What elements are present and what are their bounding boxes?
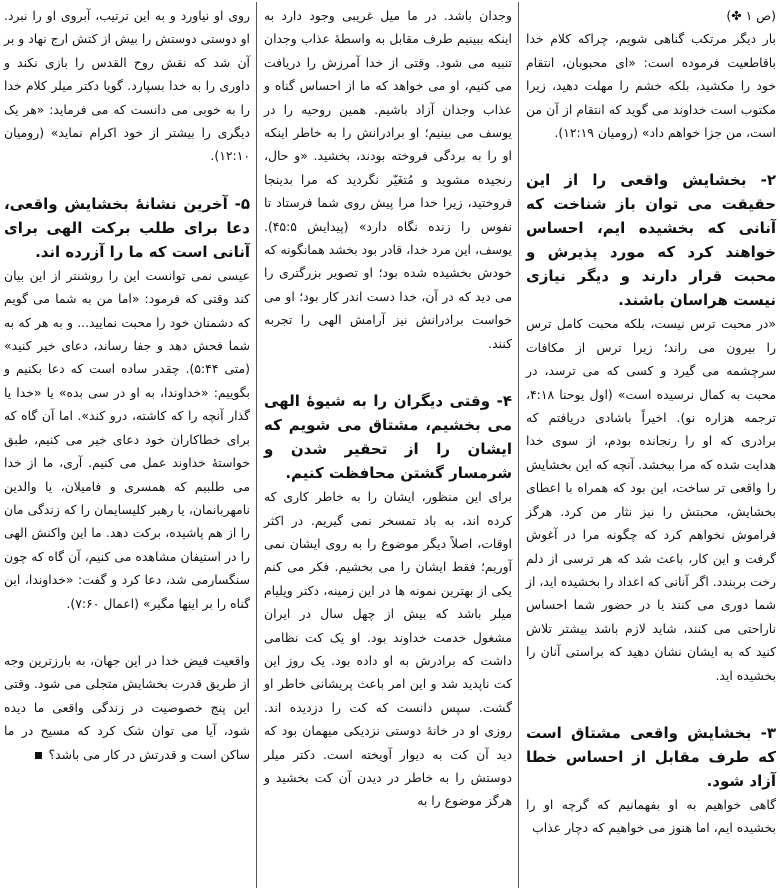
paragraph: روی او نیاورد و به این ترتیب، آبروی او را نبرد. او دوستی دوستش را بیش از کتش ارج نهاد و بر آن شد که نقش روح القدس را بازی نکند و داوری را به خدا بسپارد. گویا دکتر میلر کلام خدا را به خوبی می دانست که می فرماید: «هر یک دیگری را بیشتر از خود اکرام نماید» (رومیان ۱۲:۱۰). xyxy=(4,8,250,164)
closing-text: واقعیت فیض خدا در این جهان، به بارزترین وجه از طریق قدرت بخشایش متجلی می شود. وقتی این پنج خصوصیت در زندگی واقعی ما دیده شود، آیا می توان شک کرد که مسیح در ما ساکن است و قدرتش در کار می باشد؟ xyxy=(4,652,250,762)
right-column xyxy=(522,0,780,890)
paragraph: وجدان باشد. در ما میل غریبی وجود دارد به اینکه ببینیم طرف مقابل به واسطهٔ عذاب وجدان تنبیه می شود. وقتی از خدا آمرزش را دریافت می کنیم، او می خواهد که ما از احساس گناه و عذاب وجدان آزاد باشیم. همین روحیه را در یوسف می بینیم؛ او برادرانش را به خاطر اینکه او را به بردگی فروخته بودند، بخشید. «و حال، رنجیده مشوید و مُتغَیّر نگردید که مرا بدینجا فروختید، زیرا خدا مرا پیش روی شما فرستاد تا نفوس را زنده نگاه دارد» (پیدایش ۴۵:۵). یوسف، این مرد خدا، قادر بود بخشد همانگونه که خودش بخشیده شده بود؛ او تصویر بزرگتری را می دید که در آن، خدا دست اندر کار بود؛ او می خواست برادرانش نیز آرامش الهی را تجربه کنند. xyxy=(264,8,512,351)
section-heading-2: ۲- بخشایش واقعی را از این حقیقت می توان باز شناخت که آنانی که بخشیده ایم، احساس خواهند کرد که مورد پذیرش و محبت قرار دارند و دیگر نیازی نیست هراسان باشند. xyxy=(526,171,776,310)
continued-marker xyxy=(526,4,776,27)
left-column xyxy=(0,0,254,890)
paragraph: برای این منظور، ایشان را به خاطر کاری که کرده اند، به باد تمسخر نمی گیریم. در اکثر اوقات، اصلاً دیگر موضوع را به روی ایشان نمی آوریم؛ فقط ایشان را می بخشیم. فکر می کنم یکی از بهترین نمونه ها در این زمینه، دکتر ویلیام میلر باشد که بیش از چهل سال در ایران مشغول خدمت خداوند بود. او یک کت نظامی داشت که برادرش به او داده بود. یک روز این کت ناپدید شد و این امر باعث پریشانی خاطر او گشت. سپس دانست که کت را دزدیده اند. روزی او در خانهٔ دوستی نزدیکی میهمان بود که دید آن کت به دیوار آویخته است. دکتر میلر دوستش را به خاطر در دیدن آن کت بخشید و هرگز موضوع را به xyxy=(264,489,512,809)
page-marker: (ص ۱ ✤) xyxy=(726,8,776,23)
section-heading-3: ۳- بخشایش واقعی مشتاق است که طرف مقابل از احساس خطا آزاد شود. xyxy=(526,723,776,790)
closing-paragraph xyxy=(4,649,250,766)
end-of-article-square-icon xyxy=(35,752,42,759)
column-divider xyxy=(518,2,519,888)
paragraph: گاهی خواهیم به او بفهمانیم که گرچه او را بخشیده ایم، اما هنوز می خواهیم که دچار عذاب xyxy=(526,796,776,836)
middle-column xyxy=(260,0,516,890)
paragraph: بار دیگر مرتکب گناهی شویم، چراکه کلام خدا باقاطعیت فرموده است: «ای محبوبان، انتقام خود را مکشید، بلکه خشم را مهلت دهید، زیرا مکتوب است خداوند می گوید که انتقام از آن من است، من جزا خواهم داد» (رومیان ۱۲:۱۹). xyxy=(526,31,776,141)
section-heading-5: ۵- آخرین نشانهٔ بخشایش واقعی، دعا برای طلب برکت الهی برای آنانی است که ما را آزرده اند. xyxy=(4,194,250,261)
paragraph: عیسی نمی توانست این را روشنتر از این بیان کند وقتی که فرمود: «اما من به شما می گویم که دشمنان خود را محبت نمایید... و به هر که به شما فحش دهد و جفا رساند، دعای خیر کنید» (متی ۵:۴۴). چقدر ساده است که دعا بکنیم و بگوییم: «خداوندا، به او در سی بده» یا «خدا یا گذار آنچه را که کاشته، درو کند». اما آن گاه که برای خطاکاران خود دعای خیر می کنیم، طبق خواستهٔ خداوند عمل می کنیم. آری، ما از خدا می طلبیم که همسری و فامیلان، یا والدین نامهربانمان، یا رهبر کلیسایمان را که زندگی مان را از هم پاشیده، برکت دهد. ما این واکنش الهی را در استیفان مشاهده می کنیم، آن گاه که چون سنگسارمی شد، دعا کرد و گفت: «خداوندا، این گناه را بر اینها مگیر» (اعمال ۷:۶۰). xyxy=(4,267,250,611)
column-divider xyxy=(256,2,257,888)
section-heading-4: ۴- وقتی دیگران را به شیوهٔ الهی می بخشیم، مشتاق می شویم که ایشان را از تحقیر شدن و شرمسار گشتن محافظت کنیم. xyxy=(264,392,512,483)
paragraph: «در محبت ترس نیست، بلکه محبت کامل ترس را بیرون می راند؛ زیرا ترس از مکافات سرچشمه می گیرد و کسی که می ترسد، در محبت به کمال نرسیده است» (اول یوحنا ۴:۱۸، ترجمه هزاره نو). اخیراً باشادی دریافتم که برادری که او را رنجانده بودم، از سوی خدا هدایت شده که مرا ببخشد. آنچه که این بخشایش را واقعی تر ساخت، این بود که همراه با اعطای بخشایش، محبتش را نیز نثار من کرد. هرگز فراموش نخواهم کرد که چگونه مرا در آغوش گرفت و این کار، باعث شد که هر ترسی از دلم رخت بربندد. اگر آنانی که اعداد را بخشیده اید، از شما دوری می کنند یا در حضور شما احساس ناراحتی می کنند، شاید لازم باشد بیشتر تلاش کنید که به ایشان نشان دهید که براستی آنان را بخشیده اید. xyxy=(526,316,776,683)
